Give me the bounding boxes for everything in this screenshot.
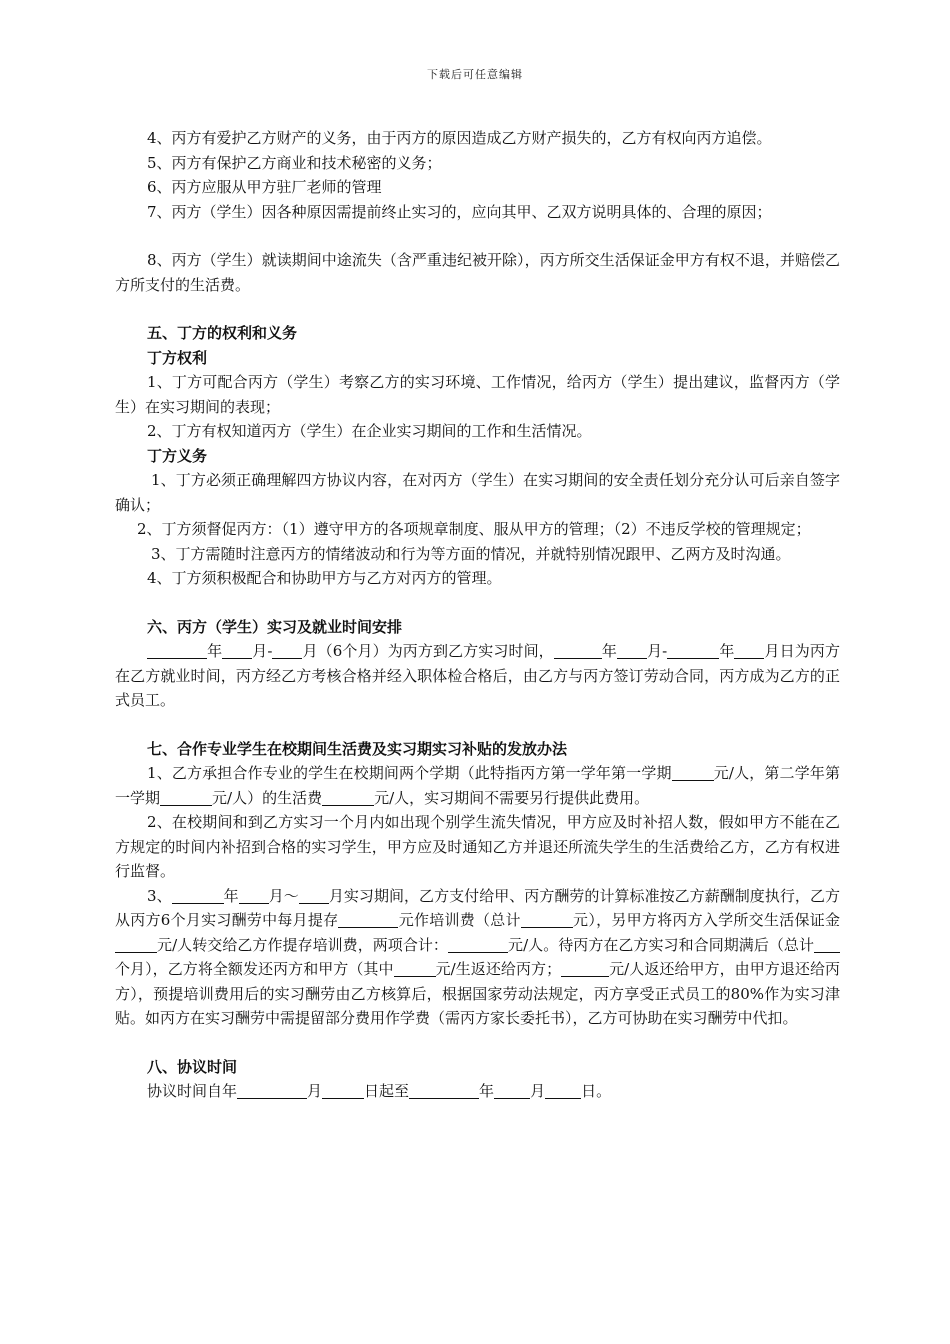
blank-field[interactable] bbox=[667, 642, 719, 659]
paragraph: 1、乙方承担合作专业的学生在校期间两个学期（此特指丙方第一学年第一学期 元/人，第二学年第一学期 元/人）的生活费 元/人，实习期间不需要另行提供此费用。 bbox=[115, 764, 840, 807]
subsection-heading: 丁方权利 bbox=[147, 348, 208, 367]
blank-field[interactable] bbox=[448, 936, 508, 953]
blank-field[interactable] bbox=[617, 642, 647, 659]
blank-field[interactable] bbox=[409, 1082, 479, 1099]
blank-field[interactable] bbox=[115, 936, 157, 953]
blank-field[interactable] bbox=[672, 764, 714, 781]
document-body bbox=[115, 126, 840, 1104]
section-heading: 八、协议时间 bbox=[147, 1057, 238, 1076]
blank-field[interactable] bbox=[814, 936, 840, 953]
paragraph: 5、丙方有保护乙方商业和技术秘密的义务； bbox=[147, 153, 442, 172]
page-header: 下载后可任意编辑 bbox=[427, 68, 523, 81]
paragraph: 3、丁方需随时注意丙方的情绪波动和行为等方面的情况，并就特别情况跟甲、乙两方及时沟通。 bbox=[151, 544, 791, 563]
paragraph-schedule: 年 月- 月（6个月）为丙方到乙方实习时间， 年 月- 年 月日为丙方在乙方就业时间，丙方经乙方考核合格并经入职体检合格后，由乙方与丙方签订劳动合同，丙方成为乙方的正式员工。 bbox=[115, 642, 840, 709]
blank-field[interactable] bbox=[494, 1082, 530, 1099]
blank-field[interactable] bbox=[554, 642, 602, 659]
blank-field[interactable] bbox=[521, 911, 573, 928]
paragraph: 1、丁方可配合丙方（学生）考察乙方的实习环境、工作情况，给丙方（学生）提出建议，监督丙方（学生）在实习期间的表现； bbox=[115, 373, 840, 416]
blank-field[interactable] bbox=[147, 642, 207, 659]
blank-field[interactable] bbox=[239, 887, 269, 904]
paragraph: 7、丙方（学生）因各种原因需提前终止实习的，应向其甲、乙双方说明具体的、合理的原因； bbox=[147, 202, 772, 221]
paragraph: 2、丁方有权知道丙方（学生）在企业实习期间的工作和生活情况。 bbox=[147, 422, 592, 440]
blank-field[interactable] bbox=[237, 1082, 307, 1099]
blank-field[interactable] bbox=[272, 642, 302, 659]
paragraph: 1、丁方必须正确理解四方协议内容，在对丙方（学生）在实习期间的安全责任划分充分认可后亲自签字确认； bbox=[115, 471, 840, 514]
section-heading: 五、丁方的权利和义务 bbox=[147, 324, 298, 342]
paragraph: 2、丁方须督促丙方：（1）遵守甲方的各项规章制度、服从甲方的管理；（2）不违反学校的管理规定； bbox=[137, 520, 811, 538]
paragraph: 4、丙方有爱护乙方财产的义务，由于丙方的原因造成乙方财产损失的，乙方有权向丙方追偿。 bbox=[147, 129, 772, 147]
blank-field[interactable] bbox=[160, 789, 212, 806]
blank-field[interactable] bbox=[322, 789, 374, 806]
blank-field[interactable] bbox=[561, 960, 609, 977]
blank-field[interactable] bbox=[338, 911, 398, 928]
section-heading: 七、合作专业学生在校期间生活费及实习期实习补贴的发放办法 bbox=[147, 739, 568, 758]
paragraph: 6、丙方应服从甲方驻厂老师的管理 bbox=[147, 178, 382, 196]
section-heading: 六、丙方（学生）实习及就业时间安排 bbox=[147, 617, 403, 636]
blank-field[interactable] bbox=[322, 1082, 364, 1099]
blank-field[interactable] bbox=[545, 1082, 581, 1099]
paragraph: 3、 年 月～ 月实习期间，乙方支付给甲、丙方酬劳的计算标准按乙方薪酬制度执行，乙方从丙方6个月实习酬劳中每月提存 元作培训费（总计 元），另甲方将丙方入学所交生活保证金元/人转交给乙方作提存培训费，两项合计： 元/人。待丙方在乙方实习和合同期满后（总计个月），乙方将全额发还丙方和甲方（其中 元/生返还给丙方； 元/人返还给甲方，由甲方退还给丙方），预提培训费用后的实习酬劳由乙方核算后，根据国家劳动法规定，丙方享受正式员工的80%作为实习津贴。如丙方在实习酬劳中需提留部分费用作学费（需丙方家长委托书），乙方可协助在实习酬劳中代扣。 bbox=[115, 886, 840, 1027]
paragraph-agreement-time: 协议时间自年 月 日起至 年 月 日。 bbox=[147, 1082, 612, 1100]
paragraph: 2、在校期间和到乙方实习一个月内如出现个别学生流失情况，甲方应及时补招人数，假如甲方不能在乙方规定的时间内补招到合格的实习学生，甲方应及时通知乙方并退还所流失学生的生活费给乙方，乙方有权进行监督。 bbox=[115, 813, 840, 880]
paragraph: 8、丙方（学生）就读期间中途流失（含严重违纪被开除），丙方所交生活保证金甲方有权不退，并赔偿乙方所支付的生活费。 bbox=[115, 251, 840, 294]
blank-field[interactable] bbox=[172, 887, 224, 904]
paragraph: 4、丁方须积极配合和协助甲方与乙方对丙方的管理。 bbox=[147, 569, 502, 587]
blank-field[interactable] bbox=[394, 960, 436, 977]
blank-field[interactable] bbox=[734, 642, 764, 659]
blank-field[interactable] bbox=[299, 887, 329, 904]
blank-field[interactable] bbox=[222, 642, 252, 659]
subsection-heading: 丁方义务 bbox=[147, 446, 208, 465]
